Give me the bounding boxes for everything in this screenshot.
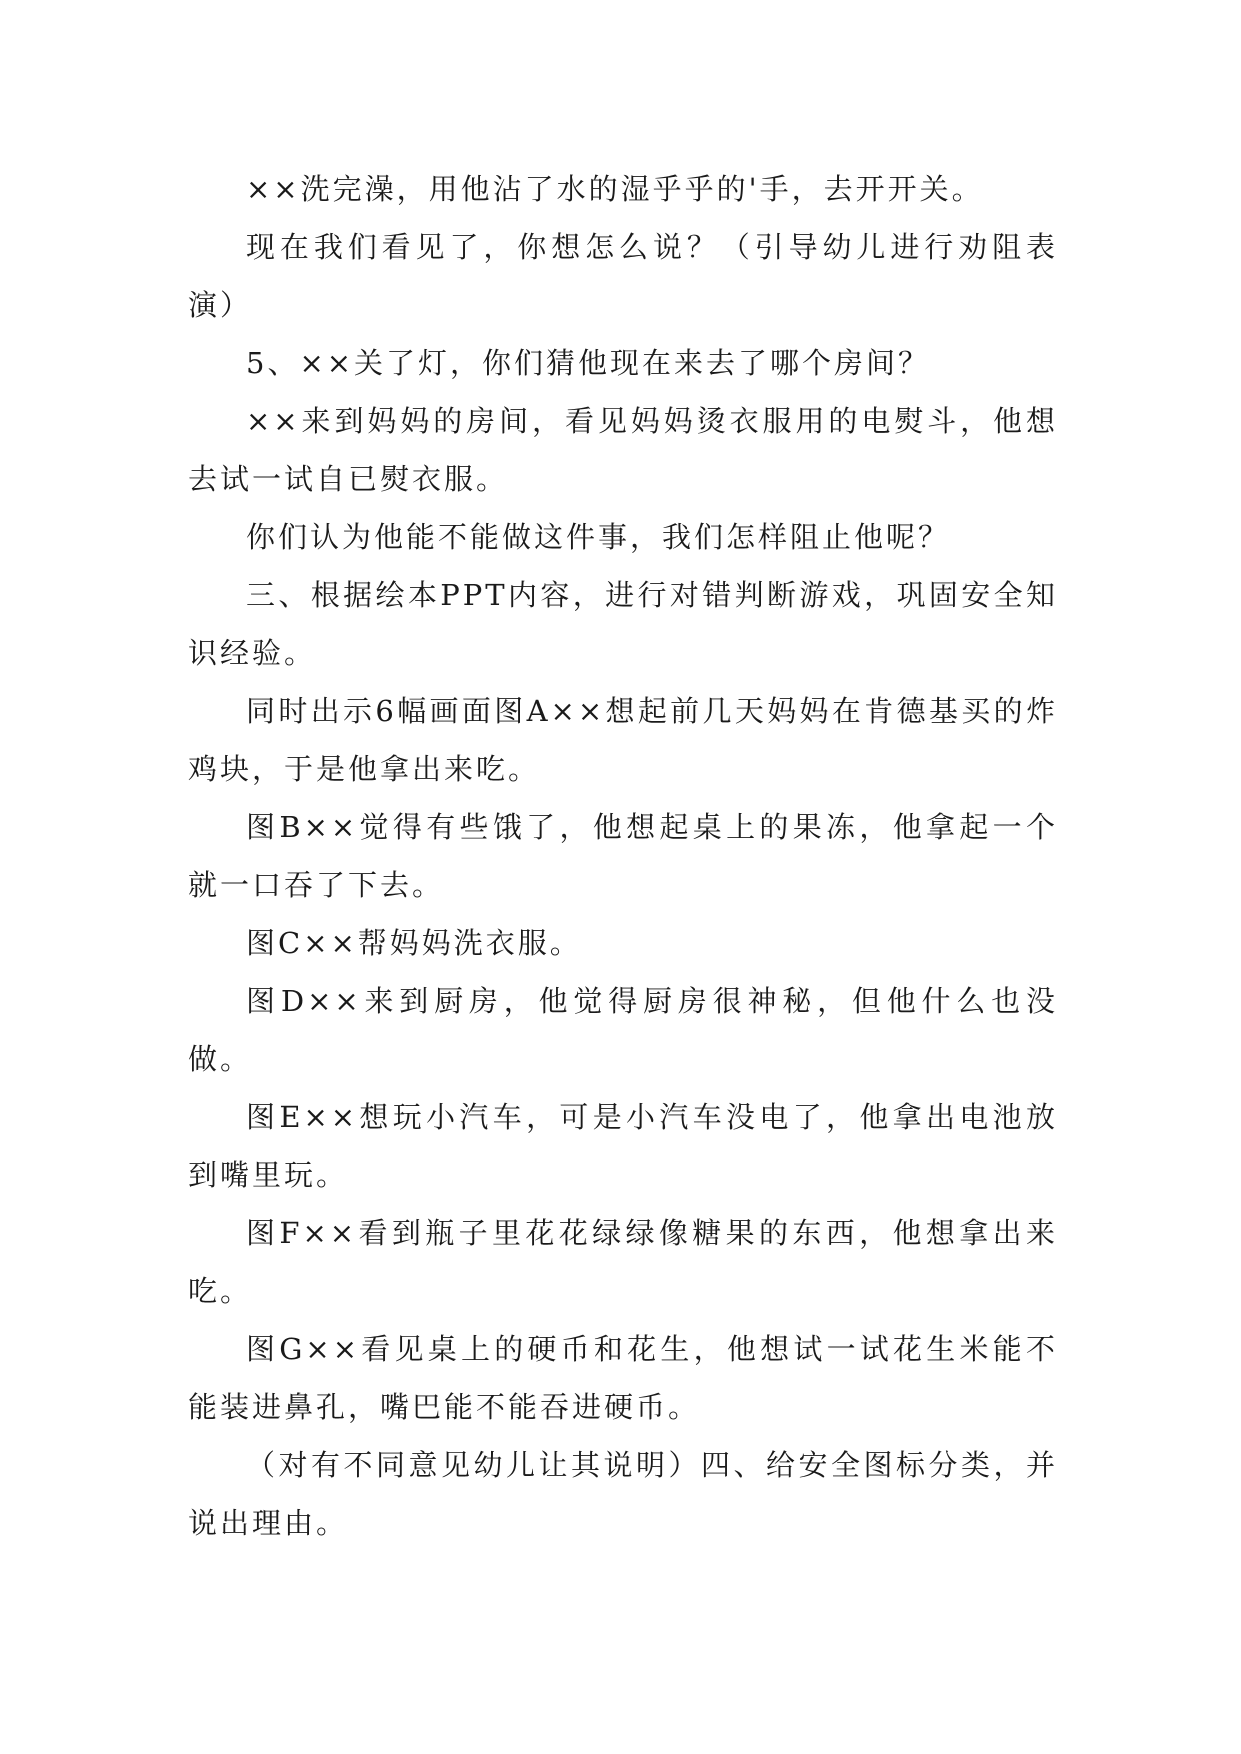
paragraph: 图G××看见桌上的硬币和花生，他想试一试花生米能不能装进鼻孔，嘴巴能不能吞进硬币。 (188, 1332, 1058, 1424)
document-page (188, 160, 1058, 1552)
paragraph: 图E××想玩小汽车，可是小汽车没电了，他拿出电池放到嘴里玩。 (188, 1100, 1058, 1192)
paragraph: 同时出示6幅画面图A××想起前几天妈妈在肯德基买的炸鸡块，于是他拿出来吃。 (188, 694, 1058, 786)
paragraph: 三、根据绘本PPT内容，进行对错判断游戏，巩固安全知识经验。 (188, 578, 1058, 670)
paragraph: 图C××帮妈妈洗衣服。 (246, 926, 582, 960)
paragraph: 5、××关了灯，你们猜他现在来去了哪个房间？ (246, 346, 931, 380)
paragraph: ××来到妈妈的房间，看见妈妈烫衣服用的电熨斗，他想去试一试自已熨衣服。 (188, 404, 1058, 496)
paragraph: 图D××来到厨房，他觉得厨房很神秘，但他什么也没做。 (188, 984, 1058, 1076)
paragraph: 图F××看到瓶子里花花绿绿像糖果的东西，他想拿出来吃。 (188, 1216, 1058, 1308)
paragraph: ××洗完澡，用他沾了水的湿乎乎的'手，去开开关。 (246, 172, 984, 206)
paragraph: 图B××觉得有些饿了，他想起桌上的果冻，他拿起一个就一口吞了下去。 (188, 810, 1058, 902)
paragraph: 现在我们看见了，你想怎么说？（引导幼儿进行劝阻表演） (188, 230, 1058, 322)
paragraph: （对有不同意见幼儿让其说明）四、给安全图标分类，并说出理由。 (188, 1448, 1058, 1540)
paragraph: 你们认为他能不能做这件事，我们怎样阻止他呢？ (246, 520, 951, 554)
